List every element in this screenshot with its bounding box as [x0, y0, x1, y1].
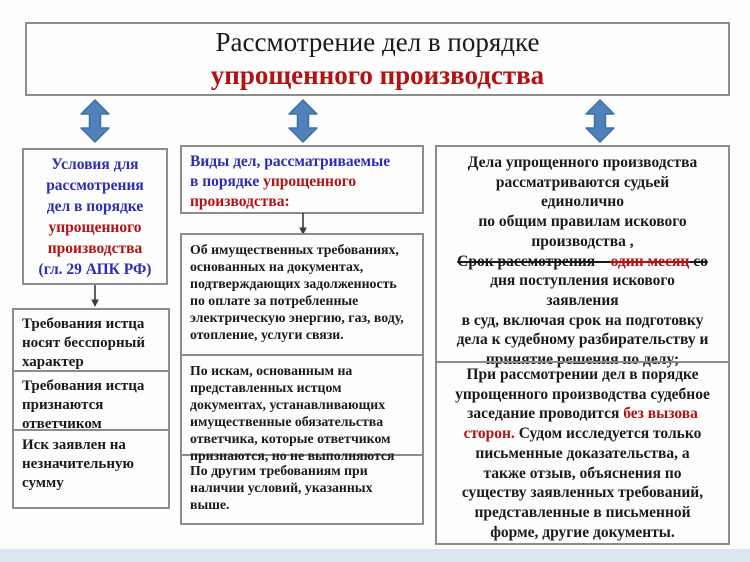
- right-procedure-text: При рассмотрении дел в порядке упрощенного производства судебное заседание проводится без вызова сторон. Судом исследуется только письменные доказательства, а также отзыв, объяснения по существу заявленных требований, представленные в письменной форме, другие документы.: [455, 366, 710, 541]
- middle-column-header-text: Виды дел, рассматриваемые в порядке упрощенного производства:: [190, 153, 391, 210]
- right-rules-box: [435, 145, 730, 369]
- case-type-item: По другим требованиям при наличии условий, указанных выше.: [182, 454, 422, 523]
- right-procedure-box: [435, 361, 730, 545]
- title-line-2: упрощенного производства: [210, 60, 545, 90]
- middle-column-header: [180, 145, 424, 214]
- bottom-strip: [0, 549, 750, 562]
- title-line-1: Рассмотрение дел в порядке: [215, 27, 540, 57]
- left-column-header-text: Условия для рассмотрения дел в порядке упрощенного производства (гл. 29 АПК РФ): [38, 155, 152, 278]
- right-rules-text: Дела упрощенного производства рассматриваются судьей единолично по общим правилам искового производства , Срок рассмотрения – один месяц со дня поступления искового заявления в суд, включая срок на подготовку дела к судебному разбирательству и принятие решения по делу;: [456, 154, 709, 369]
- left-conditions-list: [12, 308, 170, 509]
- left-column-header: [22, 148, 168, 285]
- condition-item: Требования истца носят бесспорный характер: [22, 316, 145, 370]
- double-arrow-icon: [80, 99, 110, 143]
- double-arrow-icon: [585, 99, 615, 143]
- case-types-list: [180, 233, 424, 525]
- down-arrow-icon: [89, 284, 101, 308]
- double-arrow-icon: [288, 99, 318, 143]
- condition-item: Требования истца признаются ответчиком: [14, 370, 168, 429]
- case-type-item: По искам, основанным на представленных истцом документах, устанавливающих имущественные обязательства ответчика, которые ответчиком признаются, но не выполняются: [182, 354, 422, 454]
- title-box: [25, 22, 730, 96]
- case-type-item: Об имущественных требованиях, основанных на документах, подтверждающих задолженность по оплате за потребленные электрическую энергию, газ, воду, отопление, услуги связи.: [190, 242, 404, 342]
- condition-item: Иск заявлен на незначительную сумму: [14, 429, 168, 507]
